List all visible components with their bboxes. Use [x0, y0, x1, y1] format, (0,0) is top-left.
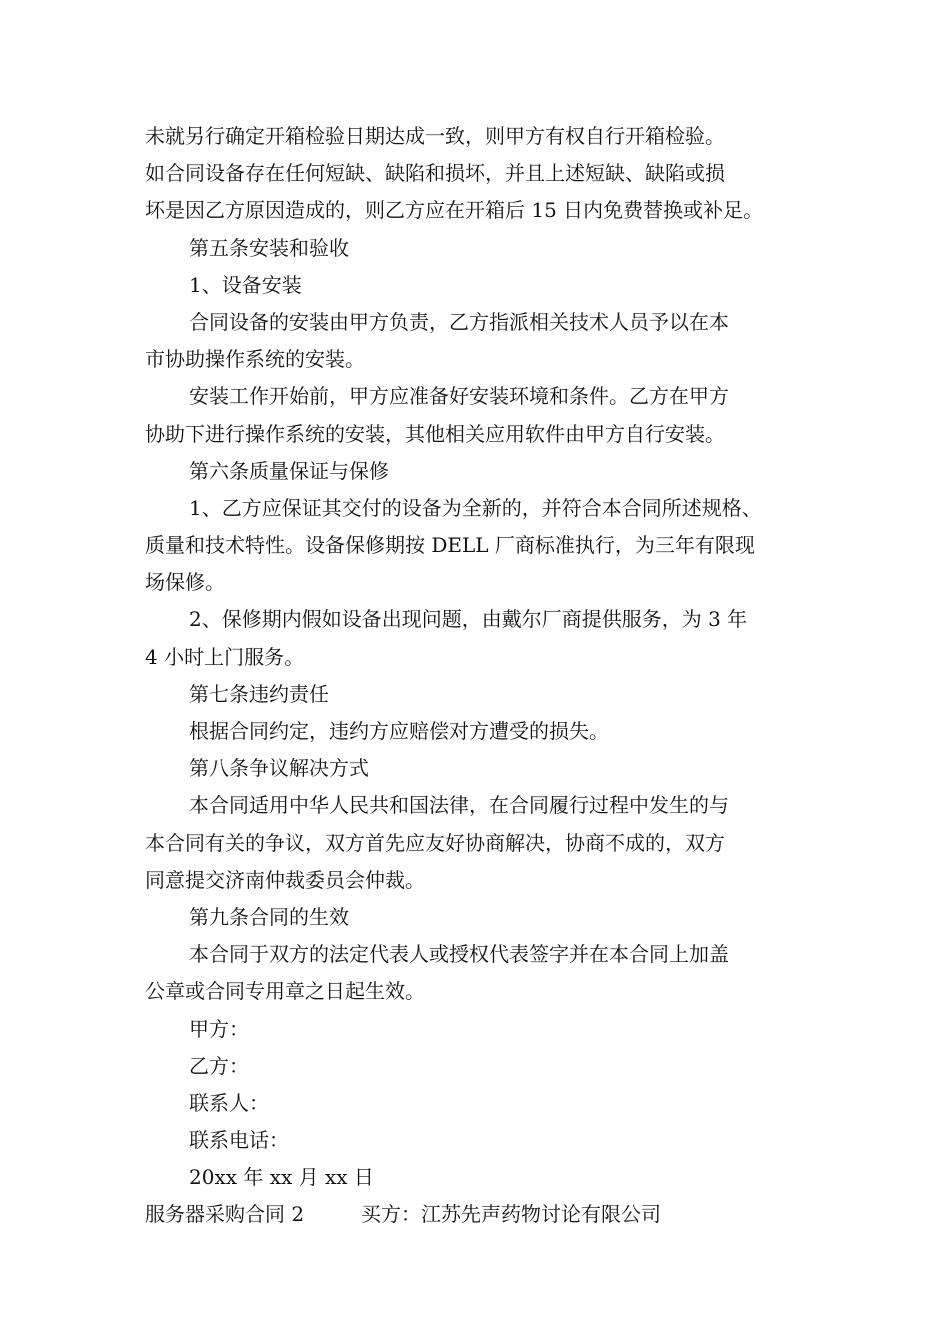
next-contract-title: 服务器采购合同 2 [145, 1202, 305, 1227]
text-line: 第六条质量保证与保修 [189, 458, 389, 483]
text-line: 20xx 年 xx 月 xx 日 [189, 1165, 374, 1190]
text-line: 本合同于双方的法定代表人或授权代表签字并在本合同上加盖 [189, 942, 729, 967]
text-line: 乙方： [189, 1053, 249, 1078]
text-line: 场保修。 [145, 570, 225, 595]
footer-line [145, 1196, 815, 1233]
text-line: 安装工作开始前，甲方应准备好安装环境和条件。乙方在甲方 [189, 384, 729, 409]
text-line: 甲方： [189, 1016, 249, 1041]
text-line: 联系电话： [189, 1128, 289, 1153]
text-line: 本合同适用中华人民共和国法律，在合同履行过程中发生的与 [189, 793, 729, 818]
text-line: 合同设备的安装由甲方负责，乙方指派相关技术人员予以在本 [189, 309, 729, 334]
text-line: 本合同有关的争议，双方首先应友好协商解决，协商不成的，双方 [145, 830, 725, 855]
text-line: 公章或合同专用章之日起生效。 [145, 979, 425, 1004]
text-line: 第五条安装和验收 [189, 235, 349, 260]
text-line: 4 小时上门服务。 [145, 644, 305, 669]
text-line: 根据合同约定，违约方应赔偿对方遭受的损失。 [189, 719, 609, 743]
buyer-line: 买方：江苏先声药物讨论有限公司 [361, 1202, 661, 1227]
text-line: 第七条违约责任 [189, 681, 329, 706]
text-line: 协助下进行操作系统的安装，其他相关应用软件由甲方自行安装。 [145, 421, 725, 446]
text-line: 同意提交济南仲裁委员会仲裁。 [145, 867, 425, 892]
text-line: 2、保修期内假如设备出现问题，由戴尔厂商提供服务，为 3 年 [189, 607, 748, 632]
text-line: 第八条争议解决方式 [189, 756, 369, 781]
text-line: 1、设备安装 [189, 272, 302, 297]
text-line: 未就另行确定开箱检验日期达成一致，则甲方有权自行开箱检验。 [145, 124, 725, 148]
document-body [145, 118, 815, 1234]
text-line: 质量和技术特性。设备保修期按 DELL 厂商标准执行，为三年有限现 [145, 533, 755, 558]
text-line: 联系人： [189, 1090, 269, 1115]
text-line: 市协助操作系统的安装。 [145, 347, 365, 372]
text-line: 1、乙方应保证其交付的设备为全新的，并符合本合同所述规格、 [189, 495, 762, 520]
text-line: 第九条合同的生效 [189, 904, 349, 929]
text-line: 如合同设备存在任何短缺、缺陷和损坏，并且上述短缺、缺陷或损 [145, 161, 725, 186]
text-line: 坏是因乙方原因造成的，则乙方应在开箱后 15 日内免费替换或补足。 [145, 198, 764, 223]
